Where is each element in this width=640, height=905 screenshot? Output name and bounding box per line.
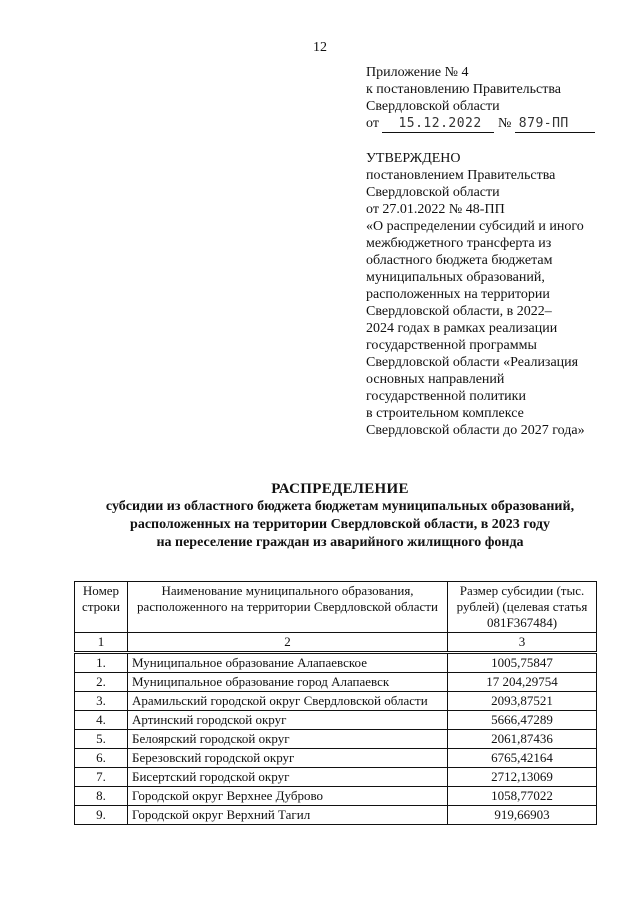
approval-line: постановлением Правительства <box>366 168 556 183</box>
municipality-name: Муниципальное образование Алапаевское <box>128 653 448 673</box>
date-prefix: от <box>366 116 379 131</box>
subsidy-amount: 919,66903 <box>448 806 597 825</box>
document-heading <box>60 480 620 552</box>
page-number: 12 <box>313 40 327 55</box>
municipality-name: Березовский городской округ <box>128 749 448 768</box>
approval-line: государственной политики <box>366 389 526 404</box>
municipality-name: Городской округ Верхнее Дуброво <box>128 787 448 806</box>
approval-line: муниципальных образований, <box>366 270 545 285</box>
column-number: 2 <box>128 633 448 653</box>
annex-line: Приложение № 4 <box>366 65 469 80</box>
approval-title: УТВЕРЖДЕНО <box>366 151 461 166</box>
municipality-name: Артинский городской округ <box>128 711 448 730</box>
approval-line: «О распределении субсидий и иного <box>366 219 584 234</box>
subsidy-amount: 2061,87436 <box>448 730 597 749</box>
distribution-table <box>74 581 597 825</box>
table-row <box>75 787 597 806</box>
subsidy-amount: 2093,87521 <box>448 692 597 711</box>
approval-block <box>366 150 626 439</box>
subsidy-amount: 5666,47289 <box>448 711 597 730</box>
subsidy-amount: 1058,77022 <box>448 787 597 806</box>
table-row <box>75 730 597 749</box>
table-row <box>75 673 597 692</box>
annex-date-line <box>366 115 626 133</box>
number-prefix: № <box>497 116 512 131</box>
subsidy-amount: 17 204,29754 <box>448 673 597 692</box>
header-subsidy-amount: Размер субсидии (тыс. рублей) (целевая статья 081F367484) <box>448 582 597 633</box>
table-row <box>75 711 597 730</box>
row-number: 9. <box>75 806 128 825</box>
annex-number-value: 879-ПП <box>515 115 595 133</box>
annex-date-value: 15.12.2022 <box>382 115 494 133</box>
municipality-name: Арамильский городской округ Свердловской области <box>128 692 448 711</box>
row-number: 6. <box>75 749 128 768</box>
row-number: 5. <box>75 730 128 749</box>
annex-line: Свердловской области <box>366 99 500 114</box>
row-number: 2. <box>75 673 128 692</box>
header-municipality: Наименование муниципального образования, расположенного на территории Свердловской области <box>128 582 448 633</box>
header-row-number: Номер строки <box>75 582 128 633</box>
approval-line: от 27.01.2022 № 48-ПП <box>366 202 505 217</box>
row-number: 4. <box>75 711 128 730</box>
row-number: 7. <box>75 768 128 787</box>
table-header-row <box>75 582 597 633</box>
row-number: 3. <box>75 692 128 711</box>
table-row <box>75 768 597 787</box>
column-numbering-row <box>75 633 597 653</box>
approval-line: Свердловской области «Реализация <box>366 355 579 370</box>
approval-line: в строительном комплексе <box>366 406 524 421</box>
heading-line: расположенных на территории Свердловской области, в 2023 году <box>130 517 550 532</box>
table-row <box>75 806 597 825</box>
column-number: 3 <box>448 633 597 653</box>
approval-line: Свердловской области до 2027 года» <box>366 423 585 438</box>
approval-line: межбюджетного трансферта из <box>366 236 552 251</box>
municipality-name: Белоярский городской округ <box>128 730 448 749</box>
row-number: 8. <box>75 787 128 806</box>
approval-line: основных направлений <box>366 372 505 387</box>
municipality-name: Муниципальное образование город Алапаевск <box>128 673 448 692</box>
heading-line: на переселение граждан из аварийного жилищного фонда <box>156 535 524 550</box>
approval-line: Свердловской области, в 2022– <box>366 304 552 319</box>
heading-title: РАСПРЕДЕЛЕНИЕ <box>271 481 409 497</box>
approval-line: Свердловской области <box>366 185 500 200</box>
subsidy-amount: 2712,13069 <box>448 768 597 787</box>
approval-line: расположенных на территории <box>366 287 550 302</box>
approval-line: государственной программы <box>366 338 537 353</box>
table-row <box>75 653 597 673</box>
subsidy-amount: 6765,42164 <box>448 749 597 768</box>
approval-line: областного бюджета бюджетам <box>366 253 553 268</box>
annex-line: к постановлению Правительства <box>366 82 562 97</box>
table-row <box>75 749 597 768</box>
annex-block <box>366 64 626 133</box>
column-number: 1 <box>75 633 128 653</box>
subsidy-amount: 1005,75847 <box>448 653 597 673</box>
approval-line: 2024 годах в рамках реализации <box>366 321 558 336</box>
heading-line: субсидии из областного бюджета бюджетам муниципальных образований, <box>105 499 575 514</box>
municipality-name: Городской округ Верхний Тагил <box>128 806 448 825</box>
row-number: 1. <box>75 653 128 673</box>
table-row <box>75 692 597 711</box>
municipality-name: Бисертский городской округ <box>128 768 448 787</box>
